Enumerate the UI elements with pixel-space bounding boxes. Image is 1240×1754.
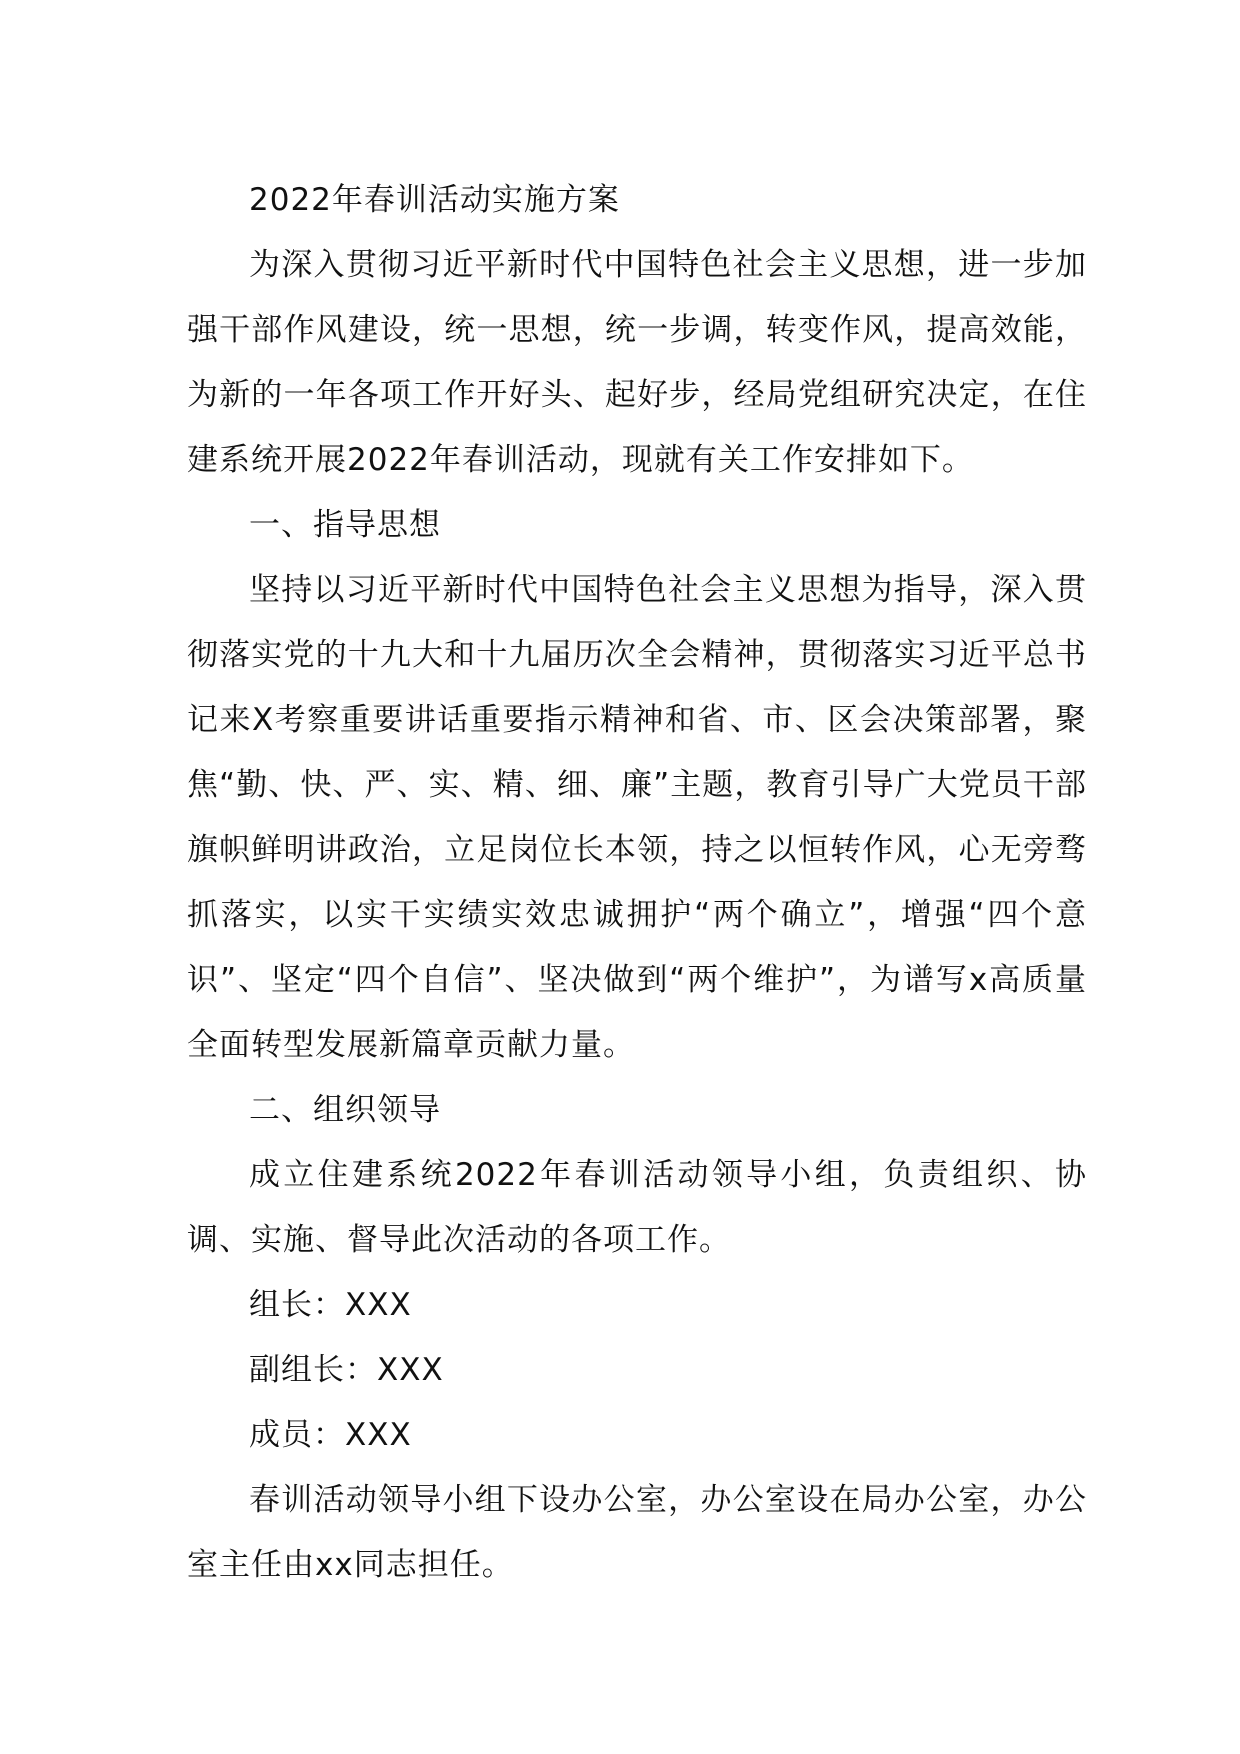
document-title: 2022年春训活动实施方案 — [249, 182, 620, 218]
document-body — [187, 168, 1087, 1598]
deputy-leader-line: 副组长：XXX — [249, 1352, 444, 1388]
section-heading-guiding-ideology: 一、指导思想 — [249, 507, 441, 543]
guiding-ideology-paragraph: 坚持以习近平新时代中国特色社会主义思想为指导，深入贯彻落实党的十九大和十九届历次全会精神，贯彻落实习近平总书记来X考察重要讲话重要指示精神和省、市、区会决策部署，聚焦“勤、快、严、实、精、细、廉”主题，教育引导广大党员干部旗帜鲜明讲政治，立足岗位长本领，持之以恒转作风，心无旁骛抓落实，以实干实绩实效忠诚拥护“两个确立”，增强“四个意识”、坚定“四个自信”、坚决做到“两个维护”，为谱写x高质量全面转型发展新篇章贡献力量。 — [187, 572, 1087, 1063]
section-heading-organization: 二、组织领导 — [249, 1092, 441, 1128]
office-paragraph: 春训活动领导小组下设办公室，办公室设在局办公室，办公室主任由xx同志担任。 — [187, 1482, 1087, 1583]
members-line: 成员：XXX — [249, 1417, 412, 1453]
organization-paragraph: 成立住建系统2022年春训活动领导小组，负责组织、协调、实施、督导此次活动的各项工作。 — [187, 1157, 1087, 1258]
intro-paragraph: 为深入贯彻习近平新时代中国特色社会主义思想，进一步加强干部作风建设，统一思想，统一步调，转变作风，提高效能，为新的一年各项工作开好头、起好步，经局党组研究决定，在住建系统开展2022年春训活动，现就有关工作安排如下。 — [187, 247, 1087, 478]
leader-line: 组长：XXX — [249, 1287, 412, 1323]
